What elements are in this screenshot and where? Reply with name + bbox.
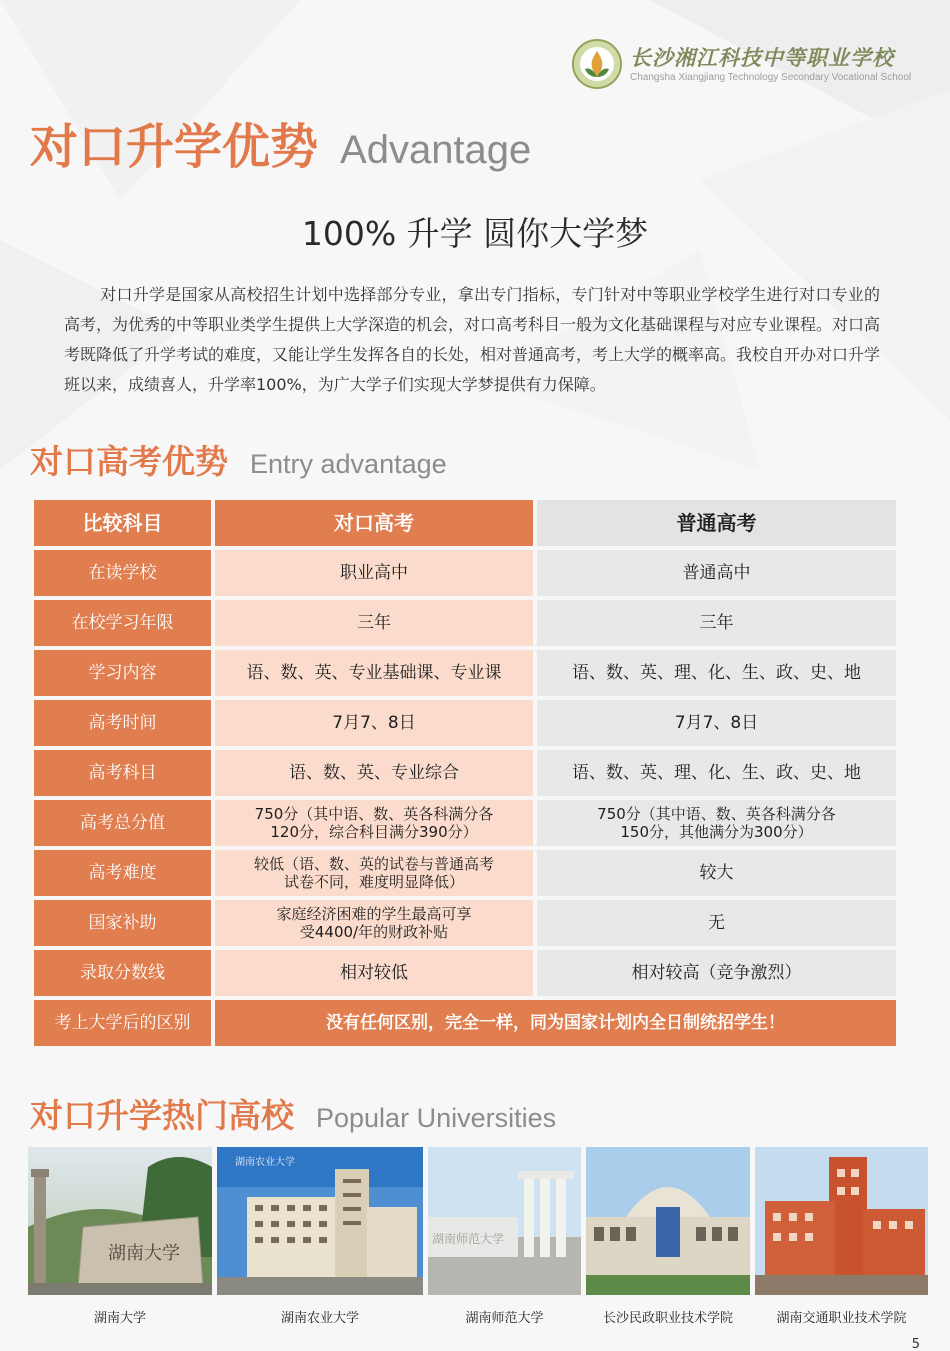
row-label: 高考科目: [32, 748, 213, 798]
school-name-en: Changsha Xiangjiang Technology Secondary Vocational School: [630, 71, 912, 83]
campus-photo-icon: [586, 1147, 750, 1295]
general-cell: 语、数、英、理、化、生、政、史、地: [535, 648, 898, 698]
advantage-heading: [30, 108, 531, 177]
entry-heading: [30, 436, 447, 483]
university-name: 湖南交通职业技术学院: [776, 1311, 907, 1326]
university-name: 湖南大学: [93, 1311, 146, 1326]
university-card: [586, 1147, 750, 1326]
vocational-cell: 三年: [213, 598, 535, 648]
general-cell: 较大: [535, 848, 898, 898]
vocational-cell: [213, 798, 535, 848]
school-emblem-icon: [572, 39, 622, 89]
table-row: [32, 648, 898, 698]
table-row: [32, 548, 898, 598]
vocational-cell-text: 750分（其中语、数、英各科满分各120分，综合科目满分390分）: [254, 805, 494, 841]
general-cell: 无: [535, 898, 898, 948]
popular-heading: [30, 1090, 556, 1137]
slogan: 100% 升学 圆你大学梦: [301, 214, 649, 253]
general-cell: 三年: [535, 598, 898, 648]
svg-text:湖南大学: 湖南大学: [108, 1243, 180, 1264]
intro-paragraph: [64, 280, 880, 400]
svg-text:湖南农业大学: 湖南农业大学: [235, 1157, 295, 1168]
entry-title-en: Entry advantage: [250, 449, 447, 479]
table-row-final: [32, 998, 898, 1048]
final-statement: 没有任何区别，完全一样，同为国家计划内全日制统招学生！: [213, 998, 898, 1048]
table-row: [32, 598, 898, 648]
header-cell: 比较科目: [32, 498, 213, 548]
table-row: [32, 798, 898, 848]
row-label: 在校学习年限: [32, 598, 213, 648]
vocational-cell: 相对较低: [213, 948, 535, 998]
university-gallery: [28, 1147, 928, 1337]
page-number: 5: [911, 1337, 920, 1351]
advantage-title-cn: 对口升学优势: [30, 119, 319, 175]
vocational-cell: 语、数、英、专业基础课、专业课: [213, 648, 535, 698]
row-label: 高考难度: [32, 848, 213, 898]
row-label: 高考时间: [32, 698, 213, 748]
intro-text: 对口升学是国家从高校招生计划中选择部分专业，拿出专门指标，专门针对中等职业学校学生进行对口专业的高考，为优秀的中等职业类学生提供上大学深造的机会，对口高考科目一般为文化基础课程与对应专业课程。对口高考既降低了升学考试的难度，又能让学生发挥各自的长处，相对普通高考，考上大学的概率高。我校自开办对口升学班以来，成绩喜人，升学率100%，为广大学子们实现大学梦提供有力保障。: [64, 285, 881, 394]
table-header-row: [32, 498, 898, 548]
university-card: [755, 1147, 928, 1326]
school-name-cn: 长沙湘江科技中等职业学校: [630, 44, 894, 70]
general-cell: 相对较高（竞争激烈）: [535, 948, 898, 998]
table-row: [32, 898, 898, 948]
general-cell: 普通高中: [535, 548, 898, 598]
row-label: 学习内容: [32, 648, 213, 698]
table-row: [32, 698, 898, 748]
popular-title-cn: 对口升学热门高校: [30, 1096, 294, 1135]
header-cell: 普通高考: [535, 498, 898, 548]
university-name: 长沙民政职业技术学院: [602, 1311, 733, 1326]
popular-title-en: Popular Universities: [316, 1103, 557, 1133]
general-cell: 7月7、8日: [535, 698, 898, 748]
vocational-cell: 语、数、英、专业综合: [213, 748, 535, 798]
vocational-cell: 职业高中: [213, 548, 535, 598]
advantage-title-en: Advantage: [340, 128, 532, 172]
svg-text:湖南师范大学: 湖南师范大学: [432, 1232, 505, 1246]
vocational-cell-text: 较低（语、数、英的试卷与普通高考试卷不同，难度明显降低）: [254, 855, 495, 891]
building-photo-icon: [217, 1147, 423, 1295]
gate-photo-icon: [428, 1147, 581, 1295]
table-row: [32, 948, 898, 998]
university-card: [428, 1147, 581, 1326]
vocational-cell: 7月7、8日: [213, 698, 535, 748]
general-cell-text: 750分（其中语、数、英各科满分各150分，其他满分为300分）: [597, 805, 836, 841]
entry-title-cn: 对口高考优势: [30, 442, 228, 481]
school-logo: [572, 38, 922, 90]
general-cell: [535, 798, 898, 848]
row-label: 国家补助: [32, 898, 213, 948]
vocational-cell-text: 家庭经济困难的学生最高可享受4400/年的财政补贴: [276, 905, 472, 941]
row-label: 录取分数线: [32, 948, 213, 998]
row-label: 考上大学后的区别: [32, 998, 213, 1048]
university-name: 湖南农业大学: [280, 1311, 359, 1326]
row-label: 高考总分值: [32, 798, 213, 848]
comparison-table: [32, 498, 898, 1048]
university-card: [217, 1147, 423, 1326]
table-row: [32, 748, 898, 798]
vocational-cell: [213, 898, 535, 948]
row-label: 在读学校: [32, 548, 213, 598]
stone-gate-photo-icon: [28, 1147, 212, 1295]
general-cell: 语、数、英、理、化、生、政、史、地: [535, 748, 898, 798]
red-building-photo-icon: [755, 1147, 928, 1295]
vocational-cell: [213, 848, 535, 898]
university-name: 湖南师范大学: [465, 1311, 544, 1326]
university-card: [28, 1147, 212, 1326]
table-row: [32, 848, 898, 898]
header-cell: 对口高考: [213, 498, 535, 548]
